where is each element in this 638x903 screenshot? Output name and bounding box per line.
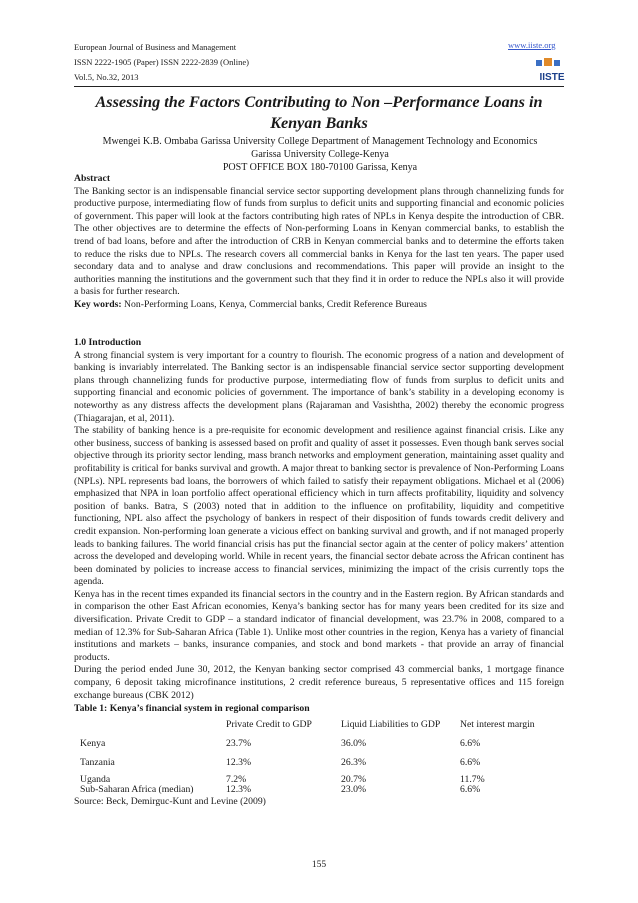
intro-paragraph-1: A strong financial system is very important for a country to flourish. The economic progress of a nation and development of banking is invariably interrelated. The Banking sector is an indispensable financial service sector supporting development plans through channelizing funds for productive purpose, intermediating flow of funds from surplus to deficit units and supporting financial and economic policies of government. The importance of bank’s stability in a developing economy is noteworthy as any distress affects the development plans (Rajaraman and Vasishtha, 2002) thereby the economic progress (Thiagarajan, et al, 2011). (74, 349, 564, 424)
intro-paragraph-2: The stability of banking hence is a pre-requisite for economic development and resilience against financial crisis. Like any other business, success of banking is assessed based on profit and quality of asset it possesses. Even though bank serves social objective through its priority sector lending, mass branch networks and employment generation, maintaining asset quality and profitability is critical for banks survival and growth. A major threat to banking sector is prevalence of Non-Performing Loans (NPLs). NPL represents bad loans, the borrowers of which failed to satisfy their repayment obligations. Michael et al (2006) emphasized that NPA in loan portfolio affect operational efficiency which in turn affects profitability, liquidity and solvency position of banks. Batra, S (2003) noted that in addition to the influence on profitability, liquidity and competitive functioning, NPL also affect the psychology of bankers in respect of their disposition of funds towards credit delivery and credit expansion. Non-performing loan generate a vicious effect on banking survival and growth, and if not managed properly leads to banking failures. The world financial crisis has put the financial sector again at the center of policy makers’ attention across the developed and developing world. While in recent years, the financial sector debate across the African continent has been dominated by policies to increase access to financial services, minimizing the impact of the crisis currently tops the agenda. (74, 425, 564, 588)
abstract-heading: Abstract (74, 173, 111, 184)
author-block (70, 135, 570, 174)
introduction-section (74, 337, 564, 702)
author-line-3: POST OFFICE BOX 180-70100 Garissa, Kenya (222, 162, 418, 173)
cell-private-credit: 23.7% (226, 738, 252, 749)
abstract-body: The Banking sector is an indispensable financial service sector supporting development plans through channelizing funds for productive purpose, intermediating flow of funds from surplus to deficit units and supporting financial and economic policies of government. This paper will look at the factors contributing high rates of NPLs in Kenya despite the introduction of CBR. The other objectives are to determine the effects of Non-performing Loans in Kenyan commercial banks, to establish the trend of bad loans, before and after the introduction of CRB in Kenyan commercial banks and to determine the efforts taken to reduce the risks due to NPLs. The research covers all commercial banks in Kenya for the last ten years. The paper used secondary data and to analyse and draw conclusions and recommendations. This paper will provide an insight to the authorities manning the institutions and the government such that they find it in order to reduce the NPLs also it will provide a basis for further research. (74, 185, 564, 298)
cell-private-credit: 7.2% (226, 774, 247, 785)
cell-net-interest: 6.6% (460, 784, 481, 795)
logo-text: IISTE (539, 72, 565, 83)
intro-heading: 1.0 Introduction (74, 337, 142, 348)
cell-liquid-liabilities: 36.0% (341, 738, 367, 749)
cell-country: Tanzania (80, 757, 115, 768)
keywords-line (74, 299, 564, 312)
intro-paragraph-4: During the period ended June 30, 2012, the Kenyan banking sector comprised 43 commercial banks, 1 mortgage finance company, 6 deposit taking microfinance institutions, 2 credit reference bureaus, 5 representative offices and 115 foreign exchange bureaus (CBK 2012) (74, 664, 564, 701)
col-header-net-interest: Net interest margin (460, 719, 535, 730)
iiste-logo (534, 56, 570, 84)
cell-private-credit: 12.3% (226, 784, 252, 795)
intro-paragraph-3: Kenya has in the recent times expanded its financial sectors in the country and in the Eastern region. By African standards and in comparison the other East African economies, Kenya’s banking sector has for many years been credited for its size and diversification. Private Credit to GDP – a standard indicator of financial development, was 23.7% in 2008, compared to a median of 12.3% for Sub-Saharan Africa (Table 1). Unlike most other countries in the region, Kenya has a variety of financial institutions and markets – banks, insurance companies, and stock and bond markets - that provide an array of financial products. (74, 588, 564, 663)
cell-country: Uganda (80, 774, 111, 785)
cell-net-interest: 11.7% (460, 774, 485, 785)
col-header-liquid-liabilities: Liquid Liabilities to GDP (341, 719, 441, 730)
page-number: 155 (311, 860, 327, 870)
title-line-1: Assessing the Factors Contributing to Non –Performance Loans in (95, 93, 543, 111)
cell-net-interest: 6.6% (460, 757, 481, 768)
header-rule (74, 86, 564, 87)
keywords-label: Key words: (74, 298, 122, 310)
cell-country: Kenya (80, 738, 106, 749)
cell-liquid-liabilities: 23.0% (341, 784, 367, 795)
cell-country: Sub-Saharan Africa (median) (80, 784, 194, 795)
cell-private-credit: 12.3% (226, 757, 252, 768)
abstract-section (74, 173, 564, 312)
table-source: Source: Beck, Demirguc-Kunt and Levine (2009) (74, 796, 266, 807)
cell-liquid-liabilities: 26.3% (341, 757, 367, 768)
title-line-2: Kenyan Banks (270, 114, 368, 132)
author-line-2: Garissa University College-Kenya (251, 149, 389, 160)
col-header-private-credit: Private Credit to GDP (226, 719, 312, 730)
author-line-1: Mwengei K.B. Ombaba Garissa University College Department of Management Technology and Economics (102, 136, 538, 147)
keywords-text: Non-Performing Loans, Kenya, Commercial banks, Credit Reference Bureaus (121, 298, 427, 310)
cell-net-interest: 6.6% (460, 738, 481, 749)
website-link[interactable]: www.iiste.org (508, 40, 556, 50)
paper-title (66, 92, 572, 134)
cell-liquid-liabilities: 20.7% (341, 774, 367, 785)
journal-name: European Journal of Business and Management (74, 42, 237, 52)
table-title: Table 1: Kenya’s financial system in regional comparison (74, 703, 310, 714)
issn-line: ISSN 2222-1905 (Paper) ISSN 2222-2839 (Online) (74, 57, 249, 67)
volume-line: Vol.5, No.32, 2013 (74, 72, 139, 82)
